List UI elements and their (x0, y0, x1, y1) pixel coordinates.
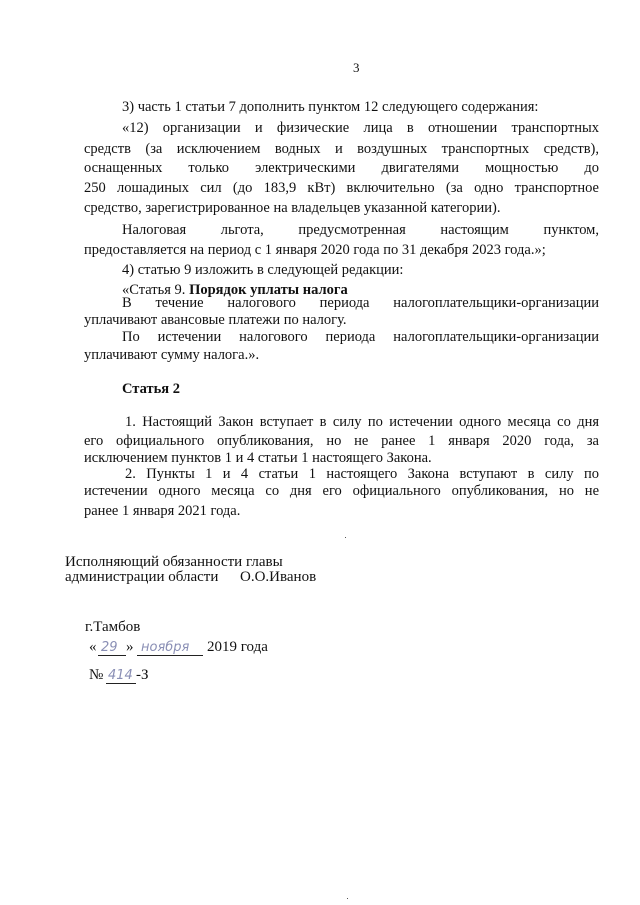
p12-line-2: средств (за исключением водных и воздушных транспортных средств), (84, 141, 599, 157)
article9-prefix: «Статья 9. (122, 282, 190, 298)
scan-speck (345, 537, 346, 538)
date-year: 2019 года (207, 639, 268, 655)
city: г.Тамбов (85, 619, 141, 635)
item4-text: 4) статью 9 изложить в следующей редакции: (122, 262, 404, 278)
date-open-quote: « (89, 639, 97, 655)
p12-line-5: средство, зарегистрированное на владельцев указанной категории). (84, 200, 501, 216)
p12-line-1: «12) организации и физические лица в отношении транспортных (122, 120, 599, 136)
scan-speck (347, 898, 348, 899)
advance-line-2: уплачивают авансовые платежи по налогу. (84, 312, 347, 328)
date-month-underline (137, 655, 203, 656)
lgota-line-2: предоставляется на период с 1 января 2020 года по 31 декабря 2023 года.»; (84, 242, 546, 258)
a2p1-line-2: его официального опубликования, но не ранее 1 января 2020 года, за (84, 433, 599, 449)
number-underline (106, 683, 136, 684)
article2-heading: Статья 2 (122, 381, 180, 397)
item3-text: 3) часть 1 статьи 7 дополнить пунктом 12 следующего содержания: (122, 99, 539, 115)
a2p2-line-2: истечении одного месяца со дня его официального опубликования, но не (84, 483, 599, 499)
number-prefix: № (89, 667, 104, 683)
lgota-line-1: Налоговая льгота, предусмотренная настоящим пунктом, (122, 222, 599, 238)
advance-line-1: В течение налогового периода налогоплательщики-организации (122, 295, 599, 311)
a2p1-line-3: исключением пунктов 1 и 4 статьи 1 настоящего Закона. (84, 450, 432, 466)
number-line (89, 667, 209, 689)
p12-line-3: оснащенных только электрическими двигателями мощностью до (84, 160, 599, 176)
a2p1-line-1: 1. Настоящий Закон вступает в силу по истечении одного месяца со дня (125, 414, 599, 430)
number-suffix: -З (136, 667, 149, 683)
a2p2-line-3: ранее 1 января 2021 года. (84, 503, 241, 519)
signatory-position-line-1: Исполняющий обязанности главы (65, 554, 283, 570)
signatory-position-line-2: администрации области (65, 569, 219, 585)
expiry-line-2: уплачивают сумму налога.». (84, 347, 260, 363)
expiry-line-1: По истечении налогового периода налогоплательщики-организации (122, 329, 599, 345)
a2p2-line-1: 2. Пункты 1 и 4 статьи 1 настоящего Закона вступают в силу по (125, 466, 599, 482)
signatory-name: О.О.Иванов (240, 569, 317, 585)
date-day-underline (98, 655, 126, 656)
date-month-handwritten: ноября (141, 640, 190, 655)
date-close-quote: » (126, 639, 134, 655)
date-day-handwritten: 29 (101, 640, 118, 655)
article9-title: Порядок уплаты налога (189, 282, 348, 298)
p12-line-4: 250 лошадиных сил (до 183,9 кВт) включительно (за одно транспортное (84, 180, 599, 196)
number-value-handwritten: 414 (108, 668, 133, 683)
date-line (89, 639, 289, 661)
page-number: 3 (353, 60, 360, 75)
